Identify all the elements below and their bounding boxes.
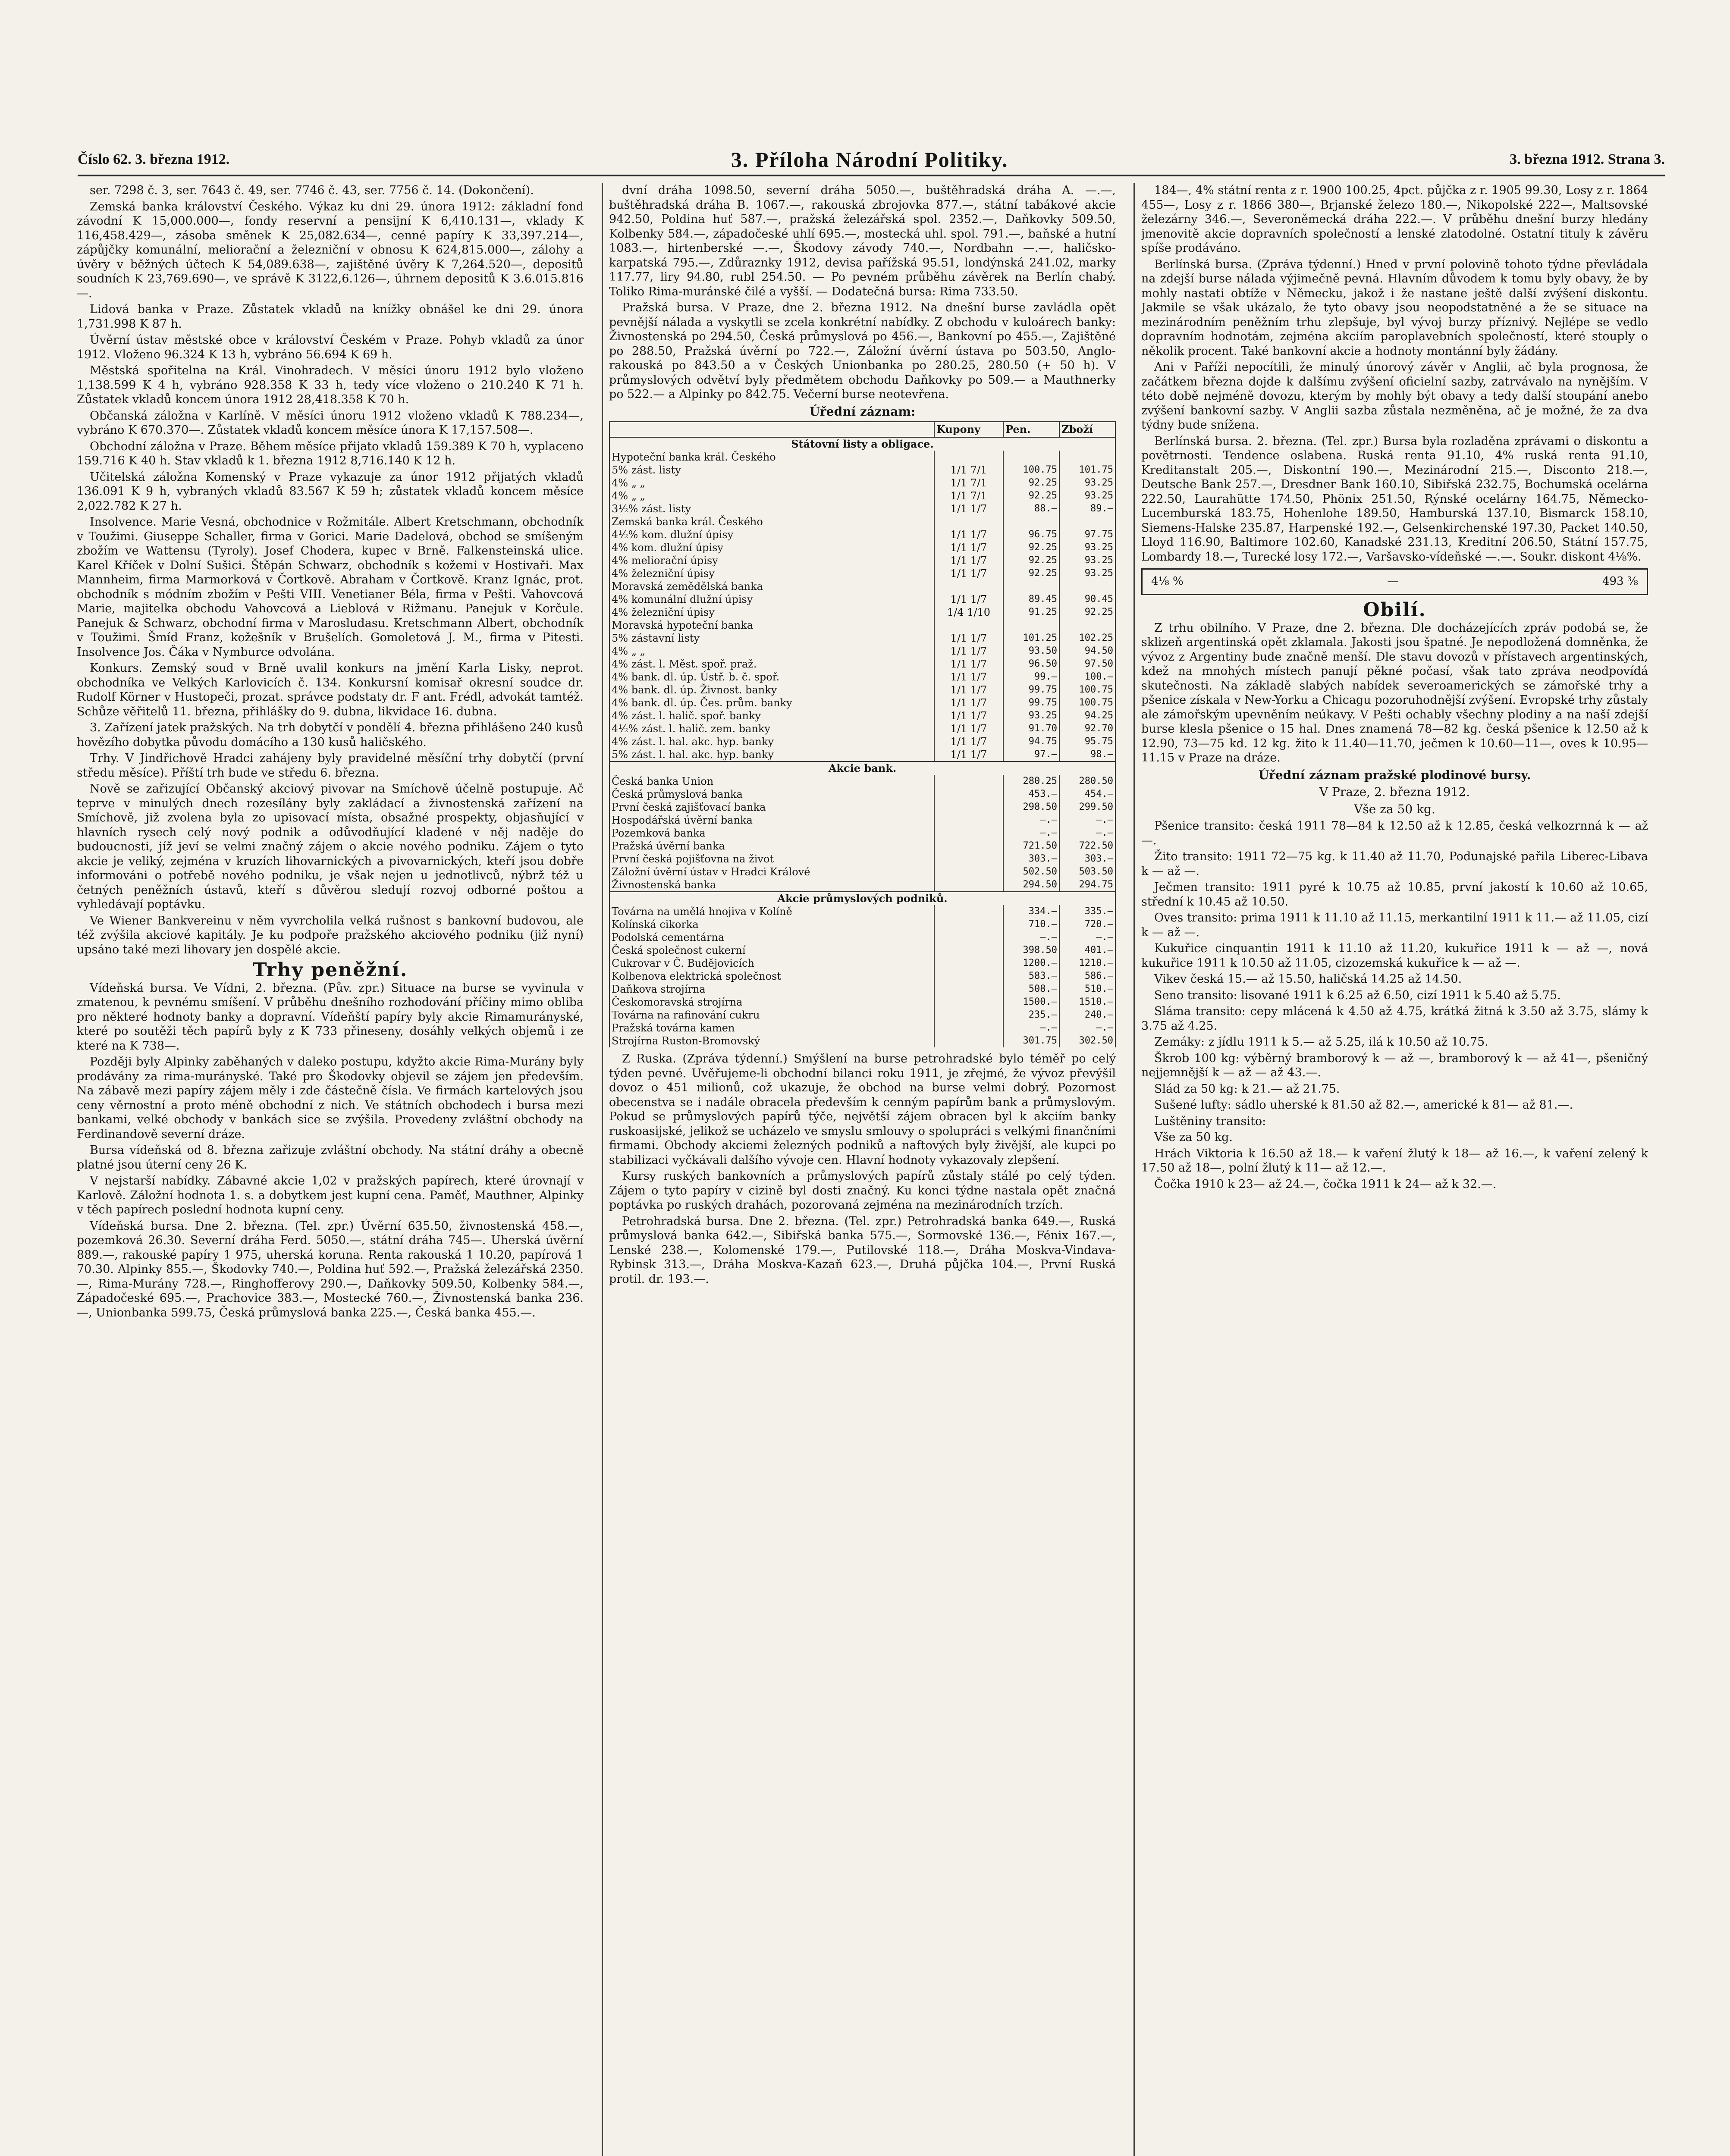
table-cell — [934, 852, 1003, 865]
table-cell: 583.— — [1003, 970, 1059, 983]
table-cell: 97.75 — [1059, 528, 1115, 541]
table-cell: Českomoravská strojírna — [609, 996, 934, 1009]
table-cell: Továrna na rafinování cukru — [609, 1009, 934, 1022]
table-row — [609, 827, 1115, 840]
table-cell — [934, 788, 1003, 801]
grain-quote-line: Oves transito: prima 1911 k 11.10 až 11.15, merkantilní 1911 k 11.— až 11.05, cizí k — až —. — [1141, 911, 1648, 939]
table-cell: 294.50 — [1003, 878, 1059, 892]
table-row — [609, 957, 1115, 970]
table-cell — [934, 801, 1003, 814]
table-cell: 4% meliorační úpisy — [609, 554, 934, 567]
table-cell: 94.75 — [1003, 735, 1059, 748]
news-paragraph: Nově se zařizující Občanský akciový pivovar na Smíchově účelně postupuje. Ač teprve v minulých dnech rozesílány byly zakládací a živnostenská zařízení na Smíchově, již zvolena byla zo upisovací místa, obsažné prospekty, objasňující v hlavních rysech celý nový podnik a odůvodňující kladené v něj naděje do budoucnosti, jíž jeví se velmi značný zájem o akcie nového podniku. Zájem o tyto akcie je veliký, zejména v kruzích lihovarnických a pivovarnických, kteří jsou dobře informováni o potřebě nového podniku, je však nejen u jednotlivců, nýbrž též u četných peněžních ústavů, kteří s důvěrou sledují rozvoj odborné poštou a vyhledávají poptávku. — [77, 782, 584, 911]
table-cell: 303.— — [1003, 852, 1059, 865]
table-cell: 1/1 1/7 — [934, 645, 1003, 658]
table-cell: 335.— — [1059, 905, 1115, 918]
table-cell: 4½% kom. dlužní úpisy — [609, 528, 934, 541]
table-cell: 299.50 — [1059, 801, 1115, 814]
grain-quote-line: Sláma transito: cepy mlácená k 4.50 až 4.75, krátká žitná k 3.50 až 3.75, slámy k 3.75 až 4.25. — [1141, 1005, 1648, 1033]
table-row — [609, 541, 1115, 554]
table-cell: Pražská továrna kamen — [609, 1022, 934, 1034]
table-cell: Záložní úvěrní ústav v Hradci Králové — [609, 865, 934, 878]
table-cell: —.— — [1003, 931, 1059, 944]
table-cell: 294.75 — [1059, 878, 1115, 892]
table-cell: 1/1 1/7 — [934, 683, 1003, 696]
table-cell: 1510.— — [1059, 996, 1115, 1009]
table-cell: Česká společnost cukerní — [609, 944, 934, 957]
table-cell: —.— — [1003, 814, 1059, 827]
table-cell: 100.75 — [1003, 464, 1059, 476]
table-cell: 97.— — [1003, 748, 1059, 761]
table-cell: 102.25 — [1059, 632, 1115, 645]
market-report-paragraph: V nejstarší nabídky. Zábavné akcie 1,02 v pražských papírech, které úrovnají v Karlově. Záložní hodnota 1. s. a dobytkem jest kupní cena. Paměť, Mauthner, Alpinky v těch papírech poslední hodnota kupní ceny. — [77, 1174, 584, 1216]
table-cell: 1200.— — [1003, 957, 1059, 970]
table-cell: 1/1 7/1 — [934, 489, 1003, 502]
table-cell: Česká průmyslová banka — [609, 788, 934, 801]
news-paragraph: ser. 7298 č. 3, ser. 7643 č. 49, ser. 7746 č. 43, ser. 7756 č. 14. (Dokončení). — [90, 184, 534, 197]
table-cell: 92.25 — [1059, 606, 1115, 619]
table-cell: 302.50 — [1059, 1034, 1115, 1047]
table-cell — [934, 957, 1003, 970]
news-paragraph: Obchodní záložna v Praze. Během měsíce přijato vkladů 159.389 K 70 h, vyplaceno 159.716 K 40 h. Stav vkladů k 1. března 1912 8,716.140 K 12 h. — [77, 439, 584, 467]
grain-exchange-unit: Vše za 50 kg. — [1354, 802, 1435, 816]
table-cell: 93.25 — [1059, 489, 1115, 502]
table-row — [609, 722, 1115, 735]
table-cell: 4% bank. dl. úp. Čes. prům. banky — [609, 696, 934, 709]
table-cell: Továrna na umělá hnojiva v Kolíně — [609, 905, 934, 918]
section-heading-money-markets: Trhy peněžní. — [252, 959, 408, 981]
table-cell: 93.25 — [1003, 709, 1059, 722]
table-row — [609, 619, 1115, 632]
table-cell — [934, 918, 1003, 931]
table-cell: 398.50 — [1003, 944, 1059, 957]
table-row — [609, 878, 1115, 892]
news-paragraph: Učitelská záložna Komenský v Praze vykazuje za únor 1912 přijatých vkladů 136.091 K 9 h, vybraných vkladů 83.567 K 59 h; zůstatek vkladů koncem měsíce 2,022.782 K 27 h. — [77, 470, 584, 513]
table-row — [609, 748, 1115, 761]
table-cell: Živnostenská banka — [609, 878, 934, 892]
table-cell: 4½% zást. l. halič. zem. banky — [609, 722, 934, 735]
news-paragraph: 3. Zařízení jatek pražských. Na trh dobytčí v pondělí 4. března přihlášeno 240 kusů hovězího dobytka původu domácího a 130 kusů haličského. — [77, 721, 584, 749]
news-paragraph: Úvěrní ústav městské obce v království Českém v Praze. Pohyb vkladů za únor 1912. Vloženo 96.324 K 13 h, vybráno 56.694 K 69 h. — [77, 333, 584, 361]
table-cell: 454.— — [1059, 788, 1115, 801]
table-cell — [934, 814, 1003, 827]
market-report-paragraph: dvní dráha 1098.50, severní dráha 5050.—, buštěhradská dráha A. —.—, buštěhradská dráha B. 1067.—, rakouská zbrojovka 877.—, státní tabákové akcie 942.50, Poldina huť 587.—, pražská železářská spol. 2352.—, Daňkovky 509.50, Kolbenky 584.—, západočeské uhlí 695.—, mostecká uhl. spol. 791.—, baňské a hutní 1083.—, hirtenberské —.—, Škodovy závody 740.—, Nordbahn —.—, haličsko-karpatská 795.—, Zdůraznky 1912, devisa pařížská 95.51, londýnská 241.02, marky 117.77, liry 94.80, rubl 254.50. — Po pevném průběhu závěrek na Berlín chabý. Toliko Rima-muránské čilé a vyšší. — Dodatečná bursa: Rima 733.50. — [609, 184, 1116, 298]
quotes-header-cell: Zboží — [1059, 422, 1115, 437]
table-cell: 334.— — [1003, 905, 1059, 918]
table-cell: 1/1 1/7 — [934, 567, 1003, 580]
table-cell — [1003, 451, 1059, 464]
table-cell — [934, 619, 1003, 632]
table-cell: 1/1 1/7 — [934, 554, 1003, 567]
table-row — [609, 970, 1115, 983]
table-cell — [934, 580, 1003, 593]
grain-quote-line: Zemáky: z jídlu 1911 k 5.— až 5.25, ilá k 10.50 až 10.75. — [1154, 1035, 1488, 1049]
table-cell: 4% „ „ — [609, 645, 934, 658]
grain-quote-line: Čočka 1910 k 23— až 24.—, čočka 1911 k 24— až k 32.—. — [1154, 1177, 1497, 1191]
table-cell: 91.25 — [1003, 606, 1059, 619]
news-paragraph: Občanská záložna v Karlíně. V měsíci únoru 1912 vloženo vkladů K 788.234—, vybráno K 670.370—. Zůstatek vkladů koncem měsíce února K 17,157.508—. — [77, 409, 584, 437]
market-report-paragraph: Kursy ruských bankovních a průmyslových papírů zůstaly stálé po celý týden. Zájem o tyto papíry v cizině byl dosti značný. Ku konci týdne nastala opět značná poptávka po ruských drahách, pozorovaná zejména na mezinárodních trzích. — [609, 1169, 1116, 1212]
box-mid: — — [1387, 575, 1399, 588]
table-cell: 401.— — [1059, 944, 1115, 957]
table-cell — [934, 451, 1003, 464]
table-cell: 4% bank. dl. úp. Ústř. b. č. spoř. — [609, 671, 934, 683]
table-cell: 1/1 1/7 — [934, 632, 1003, 645]
table-cell: 720.— — [1059, 918, 1115, 931]
news-paragraph: Městská spořitelna na Král. Vinohradech. V měsíci únoru 1912 bylo vloženo 1,138.599 K 4 h, vybráno 928.358 K 33 h, tedy více vloženo o 210.240 K 71 h. Zůstatek vkladů koncem února 1912 28,418.358 K 70 h. — [77, 364, 584, 406]
table-cell: 94.50 — [1059, 645, 1115, 658]
table-cell: Cukrovar v Č. Budějovicích — [609, 957, 934, 970]
table-cell — [934, 865, 1003, 878]
quotes-header-cell — [609, 422, 934, 437]
table-cell — [934, 905, 1003, 918]
table-cell: 1/1 1/7 — [934, 593, 1003, 606]
table-cell: 90.45 — [1059, 593, 1115, 606]
market-report-paragraph: Ani v Paříži nepocítili, že minulý únorový závěr v Anglii, ač byla prognosa, že začátkem března dojde k dalšímu zvýšení oficielní sazby, zatrvávalo na nynějším. V této době nejméně dovozu, kterým by mohly být obavy a tedy další stoupání anebo zvýšení bankovní sazby. V Anglii sazba zůstala nezměněna, ač je možné, že za dva týdny bude snížena. — [1141, 360, 1648, 432]
table-row — [609, 632, 1115, 645]
table-cell: 235.— — [1003, 1009, 1059, 1022]
table-cell: 92.70 — [1059, 722, 1115, 735]
quotes-section-heading: Akcie průmyslových podniků. — [609, 892, 1115, 905]
table-cell: 1/1 1/7 — [934, 722, 1003, 735]
grain-quote-line: Ječmen transito: 1911 pyré k 10.75 až 10.85, první jakostí k 10.60 až 10.65, střední k 10.45 až 10.50. — [1141, 881, 1648, 909]
table-row — [609, 931, 1115, 944]
table-cell: 1/1 1/7 — [934, 528, 1003, 541]
table-row — [609, 735, 1115, 748]
table-row — [609, 865, 1115, 878]
table-cell: 100.— — [1059, 671, 1115, 683]
header-title: 3. Příloha Národní Politiky. — [731, 147, 1008, 172]
table-cell: 280.25 — [1003, 775, 1059, 788]
grain-report-paragraph: Z trhu obilního. V Praze, dne 2. března. Dle docházejících zpráv podobá se, že sklizeň argentinská opět zklamala. Jakosti jsou špatné. Je nepodložená domněnka, že vývoz z Argentiny bude značně menší. Dle stavu dovozů v přístavech argentinských, kdež na mnohých místech panují pěkné počasí, však tato zpráva neodpovídá skutečnosti. Na základě slabých nabídek severoamerických se zámořské trhy a pšenice získala v New-Yorku a Chicagu pozoruhodnější zvýšení. Evropské trhy zůstaly ale zámořským upevněním neúkavy. V Pešti ochably všechny plodiny a na naší zdejší burse klesla pšenice o 15 hal. Dnes znamená 78—82 kg. česká pšenice k 12.50 až k 12.90, 73—75 kd. 12 kg. žito k 11.40—11.70, ječmen k 10.60—11—, oves k 10.95—11.15 v Praze na dráze. — [1141, 621, 1648, 765]
news-paragraph: Trhy. V Jindřichově Hradci zahájeny byly pravidelné měsíční trhy dobytčí (první středu měsíce). Příští trh bude ve středu 6. března. — [77, 752, 584, 780]
header-date-page: 3. března 1912. Strana 3. — [1510, 151, 1665, 167]
market-report-paragraph: Vídeňská bursa. Ve Vídni, 2. března. (Pův. zpr.) Situace na burse se vyvinula v zmatenou, k pevnému smíšení. V průběhu dnešního rozhodování příčiny mimo obliba pro některé hodnoty banky a dopravní. Vídeňští papíry byly akcie Rimamurányské, které po soutěži těch papírů byly z K 733 přineseny, dosáhly velkých objemů i ze které na K 738—. — [77, 981, 584, 1053]
column-2 — [609, 183, 1116, 2156]
table-row — [609, 567, 1115, 580]
grain-quote-line: Kukuřice cinquantin 1911 k 11.10 až 11.20, kukuřice 1911 k — až —, nová kukuřice 1911 k 10.50 až 11.05, cizozemská kukuřice k — až —. — [1141, 942, 1648, 970]
market-report-paragraph: 184—, 4% státní renta z r. 1900 100.25, 4pct. půjčka z r. 1905 99.30, Losy z r. 1864 455—, Losy z r. 1866 380—, Brjanské železo 180.—, Nikopolské 222—, Maltsovské železárny 346.—, Severoněmecká dráha 222.—. V průběhu dnešní burzy hledány jmenovitě akcie dopravních společností a lenské zlatodolné. Ostatní tituly k závěru spíše prodáváno. — [1141, 184, 1648, 255]
grain-quote-line: Seno transito: lisované 1911 k 6.25 až 6.50, cizí 1911 k 5.40 až 5.75. — [1154, 988, 1561, 1002]
table-cell: Pražská úvěrní banka — [609, 840, 934, 852]
table-cell: Pozemková banka — [609, 827, 934, 840]
table-cell: 92.25 — [1003, 554, 1059, 567]
table-row — [609, 788, 1115, 801]
table-cell — [934, 840, 1003, 852]
quotes-header-cell: Pen. — [1003, 422, 1059, 437]
table-row — [609, 801, 1115, 814]
table-cell: —.— — [1003, 1022, 1059, 1034]
table-row — [609, 696, 1115, 709]
table-cell: Strojírna Ruston-Bromovský — [609, 1034, 934, 1047]
table-cell — [1003, 515, 1059, 528]
table-cell — [934, 878, 1003, 892]
table-cell: 100.75 — [1059, 683, 1115, 696]
table-row — [609, 814, 1115, 827]
news-paragraph: Ve Wiener Bankvereinu v něm vyvrcholila velká rušnost s bankovní budovou, ale též zvýšila akciové kapitály. Je ku podpoře pražského akciového podniku (již nyní) upsáno také mezi lihovary jen dospělé akcie. — [77, 914, 584, 956]
table-row — [609, 983, 1115, 996]
table-row — [609, 489, 1115, 502]
quotes-table — [609, 421, 1116, 1047]
page-header — [78, 144, 1665, 176]
table-cell: 1500.— — [1003, 996, 1059, 1009]
table-cell — [1059, 580, 1115, 593]
table-cell: 97.50 — [1059, 658, 1115, 671]
table-cell: 4% „ „ — [609, 489, 934, 502]
table-cell: Moravská zemědělská banka — [609, 580, 934, 593]
column-rule — [602, 183, 603, 2156]
table-cell: 93.25 — [1059, 567, 1115, 580]
market-report-paragraph: Pražská bursa. V Praze, dne 2. března 1912. Na dnešní burse zavládla opět pevnější nálada a vyskytli se zcela konkrétní nabídky. Z obchodu v kuloárech banky: Živnostenská po 294.50, Česká průmyslová po 456.—, Bankovní po 455.—, Zajištěné po 288.50, Pražská úvěrní po 722.—, Záložní úvěrní ústava po 503.50, Anglo-rakouská po 843.50 a v Českých Unionbanka po 280.25, 280.50 (+ 50 h). V průmyslových odvětví byly předmětem obchodu Daňkovky po 509.— a Mauthnerky po 522.— a Alpinky po 842.75. Večerní burse neotevřena. — [609, 301, 1116, 401]
grain-quote-line: Žito transito: 1911 72—75 kg. k 11.40 až 11.70, Podunajské pařila Liberec-Libava k — až —. — [1141, 850, 1648, 878]
table-cell: —.— — [1059, 1022, 1115, 1034]
table-cell: Kolínská cikorka — [609, 918, 934, 931]
table-row — [609, 645, 1115, 658]
table-cell — [934, 1009, 1003, 1022]
grain-quote-line: Sušené lufty: sádlo uherské k 81.50 až 82.—, americké k 81— až 81.—. — [1154, 1098, 1573, 1112]
table-cell — [934, 775, 1003, 788]
table-cell — [934, 827, 1003, 840]
market-report-paragraph: Berlínská bursa. 2. března. (Tel. zpr.) Bursa byla rozladěna zprávami o diskontu a povětrnosti. Tendence oslabena. Ruská renta 91.10, 4% ruská renta 91.10, Kreditanstalt 205.—, Diskontní 190.—, Mezinárodní 215.—, Disconto 218.—, Deutsche Bank 257.—, Dresdner Bank 160.10, Sibiřská 232.75, Bochumská ocelárna 222.50, Laurahütte 174.50, Phönix 251.50, Rýnské ocelárny 164.75, Německo-Lucemburská 183.75, Hohenlohe 189.50, Hamburská 137.10, Bismarck 158.10, Siemens-Halske 235.87, Harpenské 192.—, Gelsenkirchenské 197.30, Packet 140.50, Lloyd 116.90, Baltimore 102.60, Kanadské 231.13, Kreditní 206.50, Státní 157.75, Lombardy 18.—, Turecké losy 172.—, Varšavsko-vídeňské —.—. Soukr. diskont 4⅛%. — [1141, 434, 1648, 564]
table-cell: 94.25 — [1059, 709, 1115, 722]
table-cell: Hypoteční banka král. Českého — [609, 451, 934, 464]
quotes-header-cell: Kupony — [934, 422, 1003, 437]
table-cell: 5% zást. l. hal. akc. hyp. banky — [609, 748, 934, 761]
table-cell: —.— — [1059, 827, 1115, 840]
box-right: 493 ⅜ — [1602, 575, 1638, 588]
table-cell: 1210.— — [1059, 957, 1115, 970]
column-rule — [1133, 183, 1135, 2156]
table-row — [609, 451, 1115, 464]
box-left: 4⅛ % — [1151, 575, 1184, 588]
column-3 — [1141, 183, 1648, 2156]
table-row — [609, 671, 1115, 683]
table-cell — [1003, 619, 1059, 632]
table-cell: Kolbenova elektrická společnost — [609, 970, 934, 983]
table-cell: 1/1 1/7 — [934, 541, 1003, 554]
table-row — [609, 852, 1115, 865]
table-row — [609, 515, 1115, 528]
table-cell: Hospodářská úvěrní banka — [609, 814, 934, 827]
table-cell: 1/1 1/7 — [934, 671, 1003, 683]
grain-quote-line: Vikev česká 15.— až 15.50, haličská 14.25 až 14.50. — [1154, 972, 1462, 986]
table-cell: 4% zást. l. hal. akc. hyp. banky — [609, 735, 934, 748]
table-cell: 99.— — [1003, 671, 1059, 683]
table-row — [609, 554, 1115, 567]
table-cell: 280.50 — [1059, 775, 1115, 788]
table-cell: Podolská cementárna — [609, 931, 934, 944]
table-cell — [934, 996, 1003, 1009]
table-cell: První česká zajišťovací banka — [609, 801, 934, 814]
table-cell — [934, 1034, 1003, 1047]
table-cell: První česká pojišťovna na život — [609, 852, 934, 865]
table-row — [609, 464, 1115, 476]
table-cell — [934, 515, 1003, 528]
table-cell — [1003, 580, 1059, 593]
grain-quote-line: Hrách Viktoria k 16.50 až 18.— k vaření žlutý k 18— až 16.—, k vaření zelený k 17.50 až 18—, polní žlutý k 11— až 12.—. — [1141, 1147, 1648, 1175]
table-cell: 4% komunální dlužní úpisy — [609, 593, 934, 606]
table-cell: Daňkova strojírna — [609, 983, 934, 996]
quotes-section-heading: Státovní listy a obligace. — [609, 437, 1115, 451]
news-paragraph: Zemská banka království Českého. Výkaz ku dni 29. února 1912: základní fond závodní K 15,000.000—, fondy reservní a pensijní K 6,410.131—, vklady K 116,458.429—, zásoba směnek K 25,082.634—, cenné papíry K 33,397.214—, zápůjčky komunální, meliorační a železniční v obnosu K 624,815.000—, zálohy a úvěry v běžných účtech K 54,089.638—, zajištěné úvěry K 7,264.520—, depositů soudních K 23,769.690—, ve správě K 3122,6.126—, úhrnem depositů K 3.6.015.816—. — [77, 200, 584, 300]
table-cell: 508.— — [1003, 983, 1059, 996]
quotes-title: Úřední záznam: — [809, 404, 916, 419]
news-paragraph: Insolvence. Marie Vesná, obchodnice v Rožmitále. Albert Kretschmann, obchodník v Toužimi. Giuseppe Schaller, firma v Gorici. Marie Dadelová, obchod se smíšeným zbožím ve Wattensu (Tyroly). Josef Chodera, kupec v Brně. Falkensteinská ulice. Karel Kříček v Dolní Sušici. Štěpán Schwarz, obchodník s kožemi v Hostivaři. Max Mannheim, firma Marmorková v Čortkově. Abraham v Čortkově. Kranz Ignác, prot. obchodník s módním zbožím v Pešti VIII. Venetianer Béla, firma v Pešti. Vahovcová Marie, majitelka obchodu Vahovcová a Lieblová v Rižmanu. Panejuk v Korčule. Panejuk & Schwarz, obchodní firma v Marosludasu. Kretschmann Albert, obchodník v Toužimi. Šmíd Franz, kožešník v Brušelích. Gomoletová J. M., firma v Pitesti. Insolvence Jos. Čáka v Nymburce odvolána. — [77, 515, 584, 659]
table-row — [609, 840, 1115, 852]
grain-quote-line: Luštěniny transito: — [1154, 1114, 1266, 1128]
table-cell: Česká banka Union — [609, 775, 934, 788]
grain-quote-line: Slád za 50 kg: k 21.— až 21.75. — [1154, 1082, 1340, 1096]
table-cell: 1/1 1/7 — [934, 709, 1003, 722]
grain-quote-line: Škrob 100 kg: výběrný bramborový k — až —, bramborový k — až 41—, pšeničný nejjemnější k — až — až 43.—. — [1141, 1051, 1648, 1079]
table-row — [609, 918, 1115, 931]
table-cell: 1/1 1/7 — [934, 748, 1003, 761]
table-row — [609, 580, 1115, 593]
table-cell: 4% „ „ — [609, 476, 934, 489]
market-report-paragraph: Berlínská bursa. (Zpráva týdenní.) Hned v první polovině tohoto týdne převládala na zdejší burse nálada výjimečně pevná. Hlavním důvodem k tomu byly obavy, že by mohly nastati obtíže v Německu, jakož i že nastane ještě další zvýšení diskontu. Jakmile se však ukázalo, že tyto obavy jsou neopodstatněné a že se situace na mezinárodním peněžním trhu zlepšuje, byl vývoj burzy příznivý. Nejlépe se vedlo dopravním hodnotám, zejména akciím paroplavebních společností, které stouply o několik procent. Také bankovní akcie a hodnoty montánní byly žádány. — [1141, 257, 1648, 358]
table-cell: 96.75 — [1003, 528, 1059, 541]
table-row — [609, 476, 1115, 489]
table-cell: 98.— — [1059, 748, 1115, 761]
table-cell — [934, 970, 1003, 983]
table-cell: 1/1 1/7 — [934, 696, 1003, 709]
table-cell: 1/1 7/1 — [934, 476, 1003, 489]
table-cell: 99.75 — [1003, 683, 1059, 696]
table-cell: —.— — [1059, 931, 1115, 944]
table-cell: 93.25 — [1059, 476, 1115, 489]
section-heading-grain: Obilí. — [1363, 599, 1426, 621]
market-report-paragraph: Vídeňská bursa. Dne 2. března. (Tel. zpr.) Úvěrní 635.50, živnostenská 458.—, pozemková 26.30. Severní dráha Ferd. 5050.—, státní dráha 745—. Uherská úvěrní 889.—, rakouské papíry 1 975, uherská koruna. Renta rakouská 1 10.20, papírová 1 70.30. Alpinky 855.—, Škodovky 740.—, Poldina huť 592.—, Pražská železářská 2350.—, Rima-Murány 728.—, Ringhofferovy 290.—, Daňkovky 509.50, Kolbenky 584.—, Západočeské 695.—, Prachovice 383.—, Mostecké 760.—, Živnostenská banka 236.—, Unionbanka 599.75, Česká průmyslová banka 225.—, Česká banka 455.—. — [77, 1219, 584, 1319]
table-cell: Moravská hypoteční banka — [609, 619, 934, 632]
table-cell: 453.— — [1003, 788, 1059, 801]
table-cell — [934, 944, 1003, 957]
table-cell: 4% zást. l. halič. spoř. banky — [609, 709, 934, 722]
table-cell — [934, 983, 1003, 996]
table-row — [609, 1009, 1115, 1022]
table-row — [609, 996, 1115, 1009]
grain-quote-line: Vše za 50 kg. — [1154, 1131, 1233, 1144]
table-cell: 4% železniční úpisy — [609, 606, 934, 619]
table-cell: 1/1 7/1 — [934, 464, 1003, 476]
news-paragraph: Lidová banka v Praze. Zůstatek vkladů na knížky obnášel ke dni 29. února 1,731.998 K 87 h. — [77, 303, 584, 331]
table-cell: 5% zástavní listy — [609, 632, 934, 645]
table-cell: 88.— — [1003, 502, 1059, 515]
table-cell: 710.— — [1003, 918, 1059, 931]
table-cell: 298.50 — [1003, 801, 1059, 814]
table-cell: 93.25 — [1059, 554, 1115, 567]
table-cell: 303.— — [1059, 852, 1115, 865]
table-cell: 5% zást. listy — [609, 464, 934, 476]
table-cell: 502.50 — [1003, 865, 1059, 878]
table-cell: 99.75 — [1003, 696, 1059, 709]
grain-exchange-title: Úřední záznam pražské plodinové bursy. — [1258, 768, 1531, 782]
discount-box — [1141, 568, 1648, 595]
table-row — [609, 709, 1115, 722]
table-cell: 89.45 — [1003, 593, 1059, 606]
table-cell: 93.25 — [1059, 541, 1115, 554]
table-cell: 4% kom. dlužní úpisy — [609, 541, 934, 554]
table-cell: Zemská banka král. Českého — [609, 515, 934, 528]
table-row — [609, 944, 1115, 957]
table-cell: 1/1 1/7 — [934, 658, 1003, 671]
table-cell: 101.25 — [1003, 632, 1059, 645]
table-cell: 586.— — [1059, 970, 1115, 983]
table-row — [609, 606, 1115, 619]
table-row — [609, 593, 1115, 606]
table-row — [609, 683, 1115, 696]
quotes-section-heading: Akcie bank. — [609, 761, 1115, 775]
table-cell: 722.50 — [1059, 840, 1115, 852]
market-report-paragraph: Později byly Alpinky zaběhaných v daleko postupu, kdyžto akcie Rima-Murány byly prodávány za rima-murányské. Také pro Škodovky objevil se zájem jen především. Na zábavě mezi papíry zájem měly i zde částečně čísla. Ve firmách kartelových jsou ceny věrnostní a proto méně obchodní z nich. Ve státních obchodech i bursa mezi bankami, velké obchody v bankách sice se zvýšila. Provedeny zvláštní obchody na Ferdinandově severní dráze. — [77, 1055, 584, 1141]
table-row — [609, 528, 1115, 541]
table-cell: 89.— — [1059, 502, 1115, 515]
grain-exchange-date: V Praze, 2. března 1912. — [1319, 785, 1470, 799]
table-row — [609, 1034, 1115, 1047]
table-cell: 1/1 1/7 — [934, 502, 1003, 515]
table-cell: 92.25 — [1003, 489, 1059, 502]
table-cell: 96.50 — [1003, 658, 1059, 671]
grain-quote-line: Pšenice transito: česká 1911 78—84 k 12.50 až k 12.85, česká velkozrnná k — až —. — [1141, 819, 1648, 847]
table-cell: 95.75 — [1059, 735, 1115, 748]
table-row — [609, 658, 1115, 671]
column-1 — [77, 183, 584, 2156]
table-row — [609, 1022, 1115, 1034]
table-cell: 1/4 1/10 — [934, 606, 1003, 619]
table-cell — [1059, 451, 1115, 464]
table-row — [609, 775, 1115, 788]
table-cell: —.— — [1003, 827, 1059, 840]
table-cell: 301.75 — [1003, 1034, 1059, 1047]
table-cell — [1059, 515, 1115, 528]
table-cell: 92.25 — [1003, 476, 1059, 489]
table-row — [609, 905, 1115, 918]
market-report-paragraph: Petrohradská bursa. Dne 2. března. (Tel. zpr.) Petrohradská banka 649.—, Ruská průmyslová banka 642.—, Sibiřská banka 575.—, Sormovské 136.—, Fénix 167.—, Lenské 238.—, Kolomenské 179.—, Putilovské 118.—, Dráha Moskva-Vindava-Rybinsk 313.—, Dráha Moskva-Kazaň 623.—, Druhá půjčka 104.—, První Ruská protil. dr. 193.—. — [609, 1214, 1116, 1286]
table-cell: 503.50 — [1059, 865, 1115, 878]
table-cell — [934, 931, 1003, 944]
table-cell: 1/1 1/7 — [934, 735, 1003, 748]
table-cell: 92.25 — [1003, 567, 1059, 580]
header-issue: Číslo 62. 3. března 1912. — [78, 151, 230, 167]
news-paragraph: Konkurs. Zemský soud v Brně uvalil konkurs na jmění Karla Lisky, neprot. obchodníka ve Velkých Karlovicích č. 134. Konkursní komisař okresní soudce dr. Rudolf Körner v Hustopeči, prozat. správce podstaty dr. F ant. Frédl, advokát tamtéž. Schůze věřitelů 11. března, přihlášky do 9. dubna, likvidace 16. dubna. — [77, 661, 584, 718]
table-cell: 101.75 — [1059, 464, 1115, 476]
market-report-paragraph: Z Ruska. (Zpráva týdenní.) Smýšlení na burse petrohradské bylo téměř po celý týden pevné. Uvěřujeme-li obchodní bilanci roku 1911, je zřejmé, že vývoz převýšil dovoz o 451 milionů, což ukazuje, že obchod na burse velmi dobrý. Pozornost obecenstva se i nadále obracela především k cenným papírům bank a průmyslovým. Pokud se průmyslových papírů týče, největší zájem obracen byl k akciím banky ruskoasijské, jelikož se ucházelo ve smyslu smlouvy o spolupráci s velkými finančními firmami. Obchody akciemi železných podniků a naftových byly živější, ale kupci po stabilizaci vyčkávali dalšího vývoje cen. Hlavní hodnoty vykazovaly zlepšení. — [609, 1052, 1116, 1167]
table-cell: 721.50 — [1003, 840, 1059, 852]
table-cell: 4% železniční úpisy — [609, 567, 934, 580]
table-cell: 92.25 — [1003, 541, 1059, 554]
table-cell: 4% zást. l. Měst. spoř. praž. — [609, 658, 934, 671]
table-cell: 4% bank. dl. úp. Živnost. banky — [609, 683, 934, 696]
table-cell: 3½% zást. listy — [609, 502, 934, 515]
table-cell: 93.50 — [1003, 645, 1059, 658]
table-cell: 510.— — [1059, 983, 1115, 996]
table-cell — [934, 1022, 1003, 1034]
table-cell: 91.70 — [1003, 722, 1059, 735]
market-report-paragraph: Bursa vídeňská od 8. března zařizuje zvláštní obchody. Na státní dráhy a obecně platné jsou úterní ceny 26 K. — [77, 1144, 584, 1172]
table-row — [609, 502, 1115, 515]
table-cell: 100.75 — [1059, 696, 1115, 709]
table-cell: —.— — [1059, 814, 1115, 827]
table-cell: 240.— — [1059, 1009, 1115, 1022]
table-cell — [1059, 619, 1115, 632]
